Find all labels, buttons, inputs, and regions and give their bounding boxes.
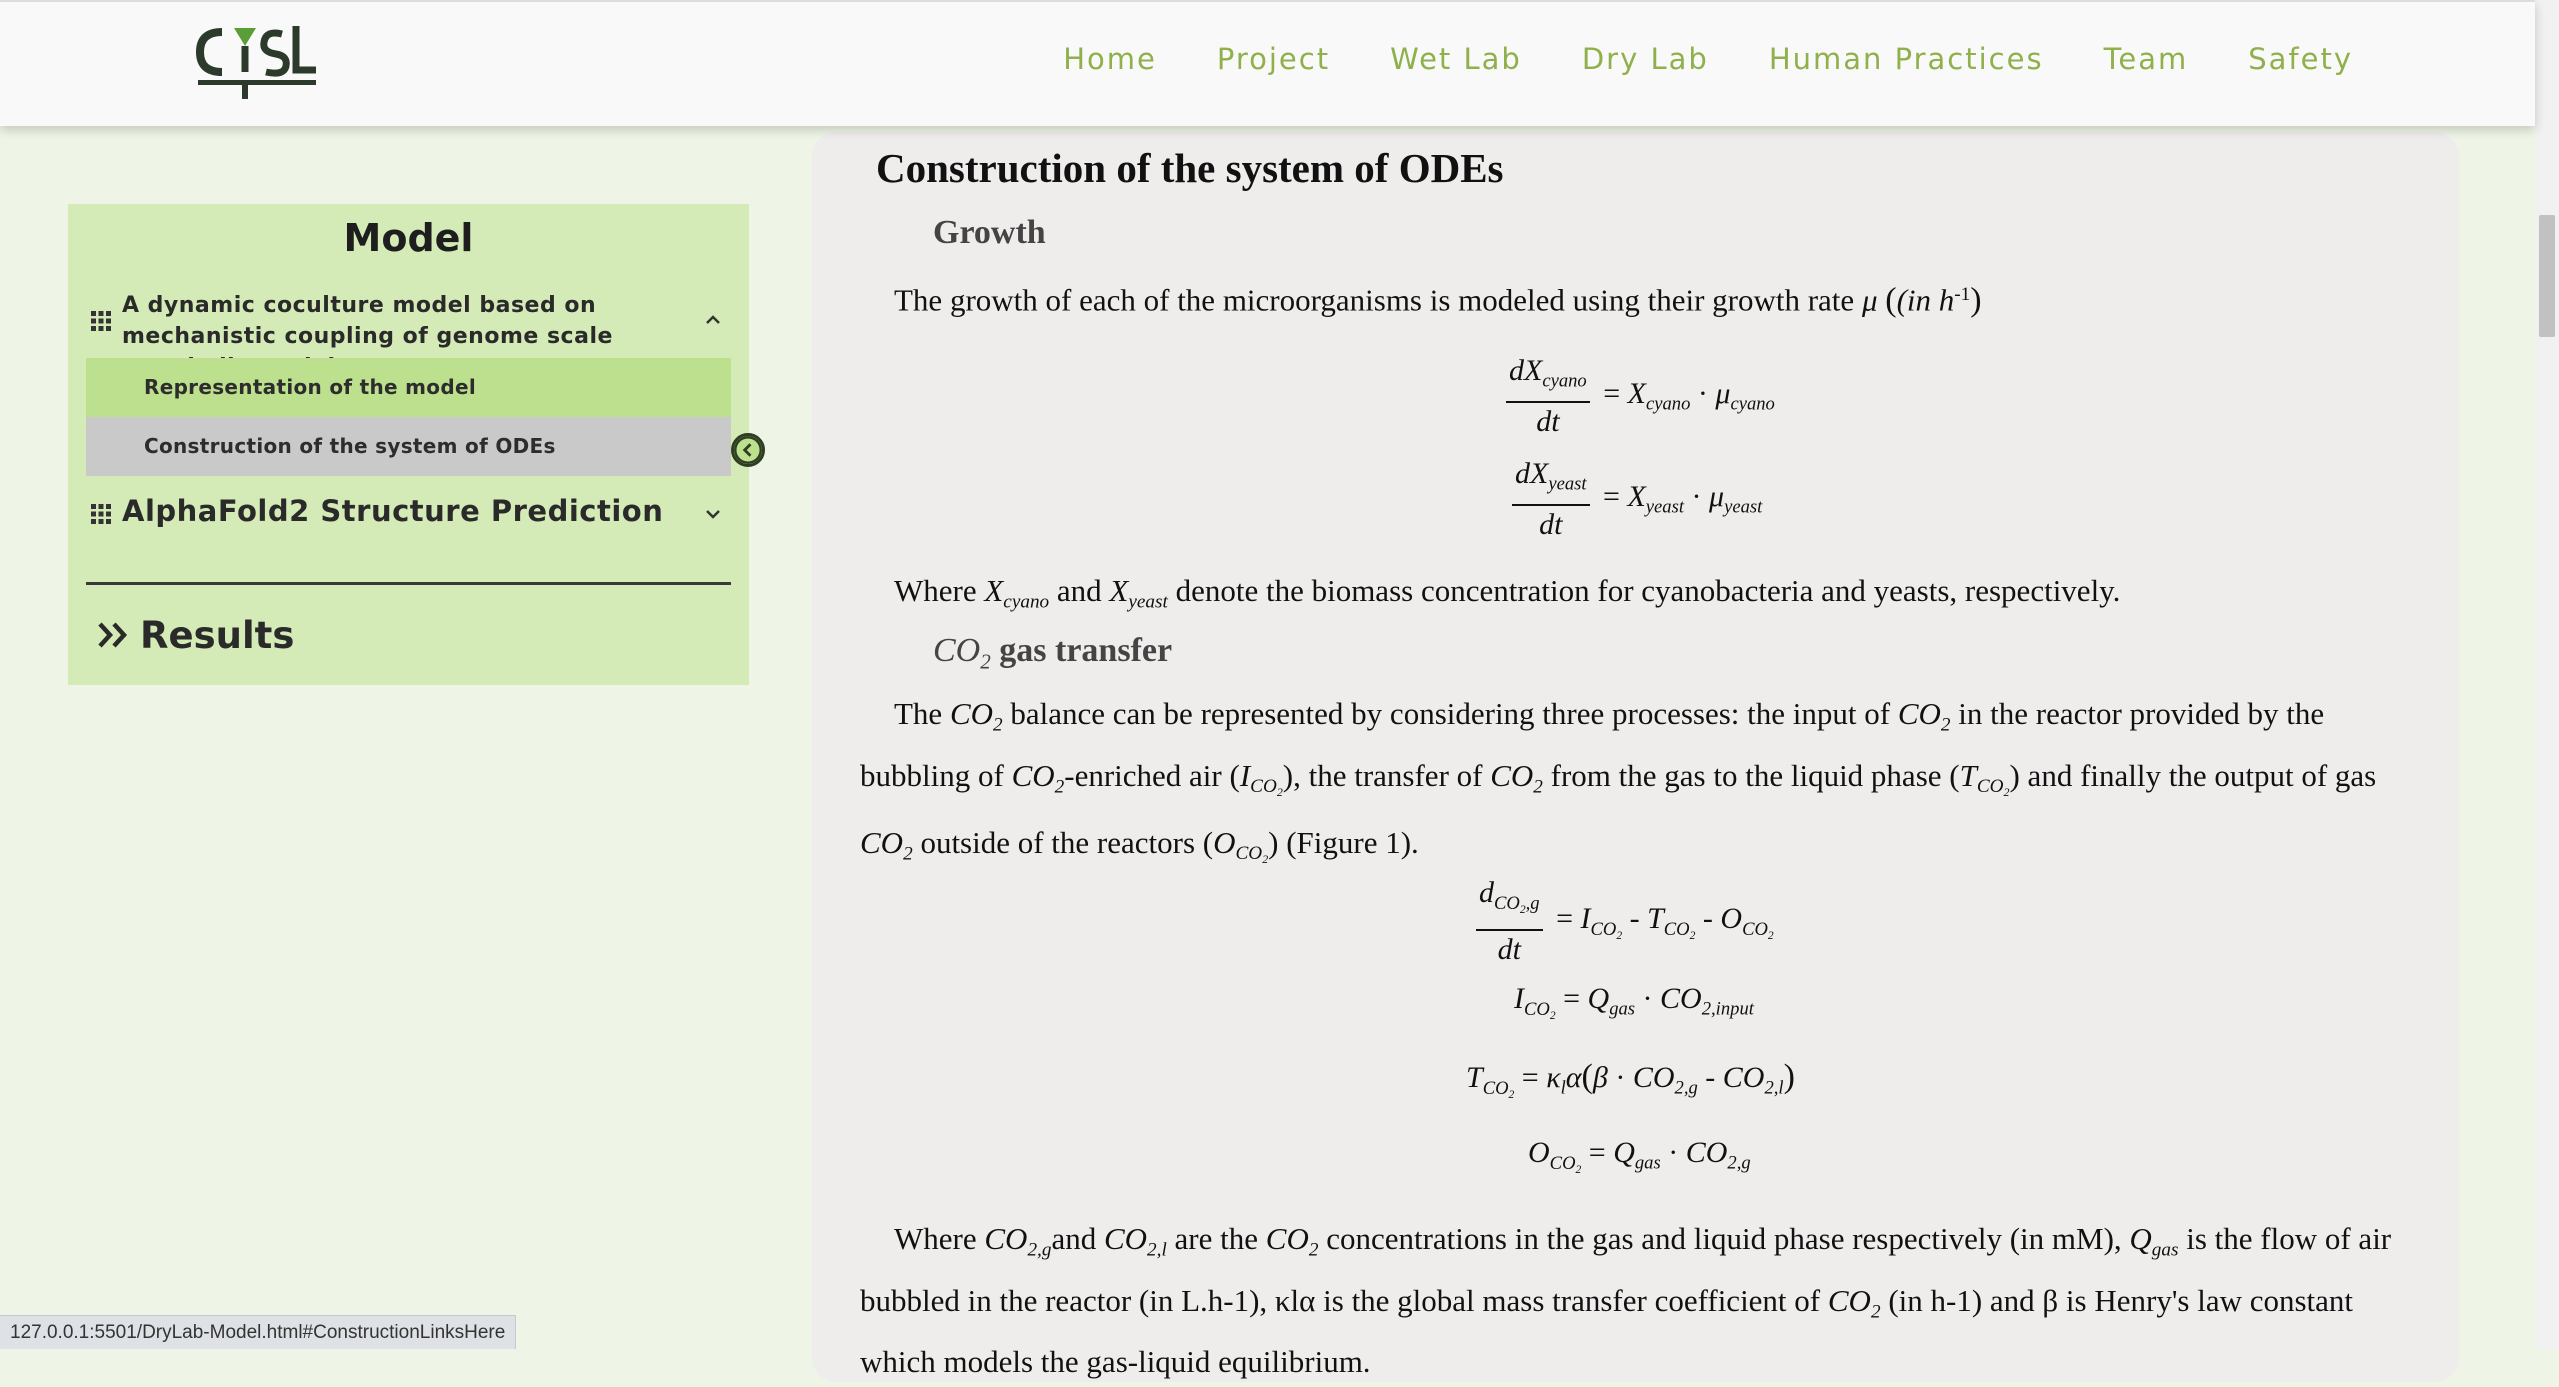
nav-dry-lab[interactable]: Dry Lab — [1581, 42, 1709, 76]
equation-growth-cyano: $\frac{dX_{cyano}}{dt}$ = $X_{cyano} \cdot \mu_{cyano}$ — [1500, 352, 1775, 441]
co2-paragraph: The $CO_2$ balance can be represented by considering three processes: the input of $CO_2$ in the reactor provided by the bubbling of $CO_2$-enriched air $(I_{CO_2})$, the transfer of $CO_2$ from the gas to the liquid phase $(T_{CO_2})$ and finally the output of gas $CO_2$ outside of the reactors $(O_{CO_2})$ (Figure 1). — [860, 696, 2377, 867]
sidebar-title: Model — [343, 216, 474, 260]
sidebar-section-coculture[interactable] — [86, 290, 731, 352]
main-content — [812, 132, 2459, 1382]
nav-team[interactable]: Team — [2103, 42, 2189, 76]
growth-heading: Growth — [933, 214, 1046, 251]
main-nav — [1003, 42, 2353, 76]
co2-definitions-paragraph: Where $CO_{2,g}and$ $CO_{2,l}$ are the $CO_2$ concentrations in the gas and liquid phase respectively (in mM), $Q_{gas}$ is the flow of air bubbled in the reactor (in L.h-1), κlα is the global mass transfer coefficient of $CO_2$ (in h-1) and β is Henry's law constant which models the gas-liquid equilibrium. — [860, 1221, 2392, 1380]
chevron-down-icon[interactable] — [703, 504, 723, 524]
grid-icon — [90, 503, 112, 525]
co2-heading: $CO_2$ gas transfer — [933, 632, 1173, 674]
sidebar-results-link[interactable] — [96, 614, 294, 657]
equation-co2-output: $O_{CO_2} = Q_{gas} \cdot CO_{2,g}$ — [1528, 1136, 1751, 1176]
grid-icon — [90, 310, 112, 332]
sidebar-divider — [86, 582, 731, 585]
top-navbar — [0, 0, 2535, 126]
double-chevron-right-icon — [96, 620, 132, 650]
sidebar-collapse-button[interactable] — [731, 433, 765, 467]
equation-co2-transfer: $T_{CO_2} = \kappa_l\alpha(\beta \cdot CO_{2,g} - CO_{2,l})$ — [1466, 1058, 1795, 1101]
chevron-up-icon[interactable] — [703, 310, 723, 330]
cysl-logo[interactable] — [196, 20, 318, 102]
model-sidebar — [68, 204, 749, 685]
sidebar-item-construction[interactable]: Construction of the system of ODEs — [86, 417, 731, 476]
nav-human-practices[interactable]: Human Practices — [1768, 42, 2044, 76]
sidebar-section-label: AlphaFold2 Structure Prediction — [122, 494, 664, 528]
equation-co2-input: $I_{CO_2} = Q_{gas} \cdot CO_{2,input}$ — [1514, 982, 1754, 1022]
biomass-paragraph: Where $X_{cyano}$ and $X_{yeast}$ denote the biomass concentration for cyanobacteria and yeasts, respectively. — [894, 573, 2121, 613]
sidebar-item-representation[interactable]: Representation of the model — [86, 358, 731, 417]
nav-project[interactable]: Project — [1216, 42, 1331, 76]
equation-co2-balance: $\frac{d_{CO_2,g}}{dt}$ = $I_{CO_2} - T_{CO_2} - O_{CO_2}$ — [1470, 874, 1774, 969]
nav-home[interactable]: Home — [1063, 42, 1157, 76]
link-status-bar: 127.0.0.1:5501/DryLab-Model.html#ConstructionLinksHere — [0, 1315, 516, 1349]
growth-paragraph: The growth of each of the microorganisms is modeled using their growth rate μ ((in $h^{-1}$) — [894, 281, 1982, 319]
sidebar-section-alphafold[interactable] — [86, 494, 731, 534]
scrollbar-thumb[interactable] — [2539, 215, 2555, 337]
equation-growth-yeast: $\frac{dX_{yeast}}{dt}$ = $X_{yeast} \cdot \mu_{yeast}$ — [1506, 455, 1762, 544]
page-heading: Construction of the system of ODEs — [876, 145, 1504, 191]
sidebar-section-label: A dynamic coculture model based on mechanistic coupling of genome scale — [122, 293, 613, 349]
nav-wet-lab[interactable]: Wet Lab — [1390, 42, 1522, 76]
nav-safety[interactable]: Safety — [2248, 42, 2353, 76]
page-scrollbar[interactable] — [2535, 0, 2559, 1348]
results-label: Results — [140, 614, 295, 657]
